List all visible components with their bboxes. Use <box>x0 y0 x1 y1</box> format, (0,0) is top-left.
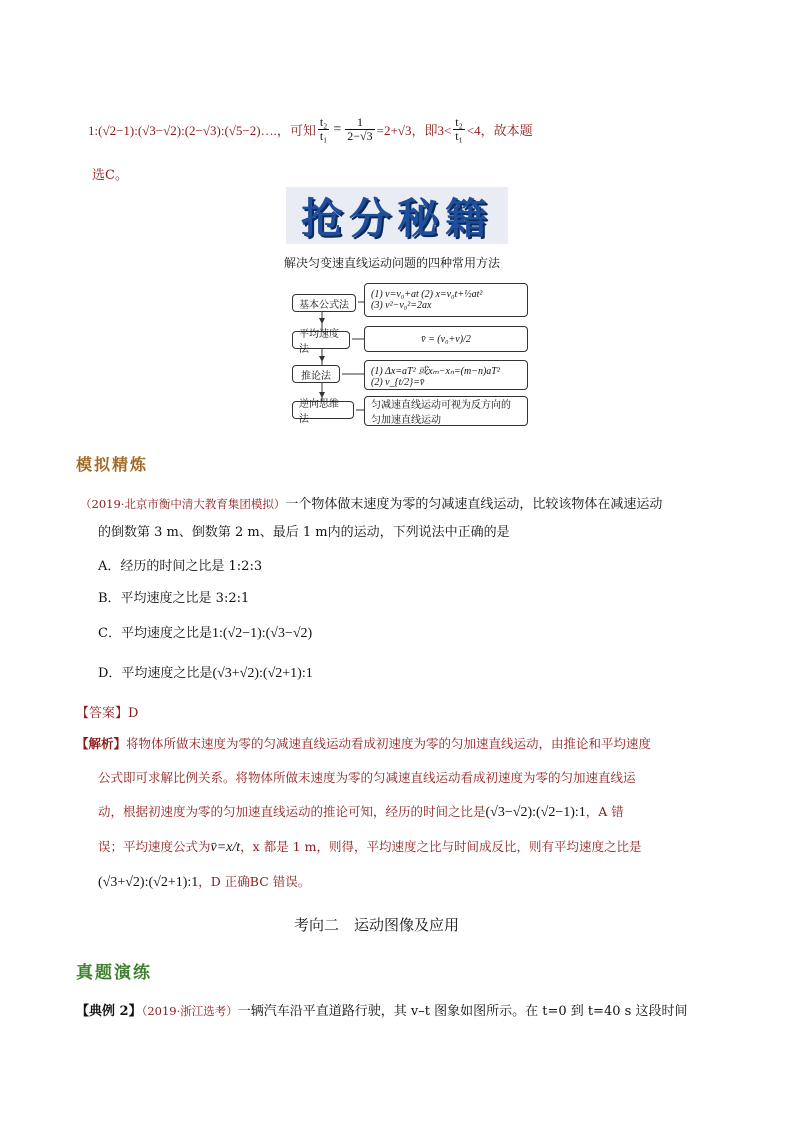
analysis-line-4 <box>76 837 726 856</box>
example-text: 一辆汽车沿平直道路行驶，其 v–t 图象如图所示。在 t=0 到 t=40 s 这段时间 <box>237 1004 688 1019</box>
formula-line: (2) v_{t/2}=v̄ <box>371 377 425 388</box>
method-label: 推论法 <box>301 370 331 382</box>
t2-over-t1-fraction-2 <box>453 116 465 143</box>
example-line <box>76 1000 687 1019</box>
option-d <box>98 662 313 682</box>
analysis-line-5 <box>76 872 726 891</box>
analysis-text: ，x 都是 1 m，则得，平均速度之比与时间成反比，则有平均速度之比是 <box>240 839 642 854</box>
section-title-real-exam: 真题演练 <box>76 963 152 983</box>
method-label: 基本公式法 <box>299 299 349 311</box>
formula-basic <box>364 283 528 317</box>
formula-line: (1) v=v₀+at (2) x=v₀t+½at² <box>371 289 483 300</box>
section-title-simulation: 模拟精炼 <box>76 455 149 474</box>
method-basic-formula <box>292 294 356 312</box>
t2-over-t1-fraction <box>318 116 330 143</box>
formula-line: (3) v²−v₀²=2ax <box>371 300 432 311</box>
option-a: A．经历的时间之比是 1:2:3 <box>98 559 263 574</box>
question-block <box>80 494 730 543</box>
fraction-denominator: t₁ <box>455 129 463 143</box>
method-label: 逆向思维法 <box>299 399 339 425</box>
method-label: 平均速度法 <box>299 329 339 355</box>
analysis-text: ，D 正确BC 错误。 <box>198 874 311 889</box>
analysis-tag: 【解析】 <box>76 736 127 751</box>
example-tag: 【典例 2】 <box>76 1004 142 1019</box>
fraction-denominator: t₁ <box>319 129 328 143</box>
banner-image <box>286 187 508 244</box>
banner-text: 抢分秘籍 <box>300 193 493 243</box>
analysis-block <box>76 734 726 891</box>
option-c <box>98 622 312 642</box>
fraction-numerator: 1 <box>345 116 374 130</box>
formula-reverse <box>364 396 528 426</box>
analysis-math: v̄=x/t <box>210 840 241 855</box>
question-stem-line-2: 的倒数第 3 m、倒数第 2 m、最后 1 m内的运动，下列说法中正确的是 <box>98 525 510 540</box>
answer-line <box>76 702 138 721</box>
answer-tag: 【答案】 <box>76 706 129 721</box>
question-source: （2019·北京市衡中清大教育集团模拟） <box>80 497 286 511</box>
one-over-fraction <box>345 116 374 143</box>
formula-line: v̄ = (v₀+v)/2 <box>421 333 471 345</box>
ratio-text: 1:(√2−1):(√3−√2):(2−√3):(√5−2)….，可知 <box>88 123 316 138</box>
solution-line-2: 选C。 <box>92 168 128 183</box>
question-stem-line-1 <box>80 494 730 515</box>
analysis-text: 误；平均速度公式为 <box>98 839 211 854</box>
analysis-math: (√3+√2):(√2+1):1 <box>98 875 199 890</box>
fraction-numerator: t₂ <box>455 115 463 129</box>
method-reverse-thinking <box>292 399 354 425</box>
analysis-text: ，A 错 <box>585 804 624 819</box>
example-source: （2019·浙江选考） <box>141 1004 238 1018</box>
formula-inference <box>364 360 528 390</box>
analysis-math: (√3−√2):(√2−1):1 <box>485 805 586 820</box>
formula-line: (1) Δx=aT² 或xₘ−xₙ=(m−n)aT² <box>371 366 500 377</box>
analysis-line-2: 公式即可求解比例关系。将物体所做末速度为零的匀减速直线运动看成初速度为零的匀加速直线运 <box>98 770 636 785</box>
diagram-title: 解决匀变速直线运动问题的四种常用方法 <box>284 256 501 270</box>
analysis-text: 将物体所做末速度为零的匀减速直线运动看成初速度为零的匀加速直线运动，由推论和平均速度 <box>126 736 652 751</box>
fraction-denominator: 2−√3 <box>347 129 373 143</box>
method-average-velocity <box>292 329 350 355</box>
result-text: =2+√3，即3< <box>376 123 452 138</box>
option-label: D．平均速度之比是 <box>98 666 213 681</box>
heading-topic-2: 考向二 运动图像及应用 <box>294 916 460 934</box>
analysis-text: 动，根据初速度为零的匀加速直线运动的推论可知，经历的时间之比是 <box>98 804 486 819</box>
question-stem: 一个物体做末速度为零的匀减速直线运动，比较该物体在减速运动 <box>285 497 663 512</box>
analysis-line-3 <box>76 802 726 821</box>
formula-line: 匀加速直线运动 <box>371 415 441 426</box>
formula-average <box>364 326 528 352</box>
answer-value: D <box>128 706 139 721</box>
ratio-line: 1:(√2−1):(√3−√2):(2−√3):(√5−2)….，可知 $\frac{\text{t₂}}{\text{t₁}}$ = $\frac{1}{2-√3}$ =2+√3，即3< $\frac{\text{t₂}}{\text{t₁}}$ <4，故本题 <box>88 115 533 143</box>
method-inference <box>292 365 340 383</box>
fraction-numerator: t₂ <box>319 115 328 129</box>
option-label: C．平均速度之比是 <box>98 626 212 641</box>
option-math: 1:(√2−1):(√3−√2) <box>211 626 313 641</box>
analysis-line-1 <box>76 734 726 752</box>
option-math: (√3+√2):(√2+1):1 <box>212 666 313 681</box>
formula-line: 匀减速直线运动可视为反方向的 <box>371 400 511 411</box>
option-b: B．平均速度之比是 3:2:1 <box>98 591 250 606</box>
result-end-text: <4，故本题 <box>466 123 533 138</box>
